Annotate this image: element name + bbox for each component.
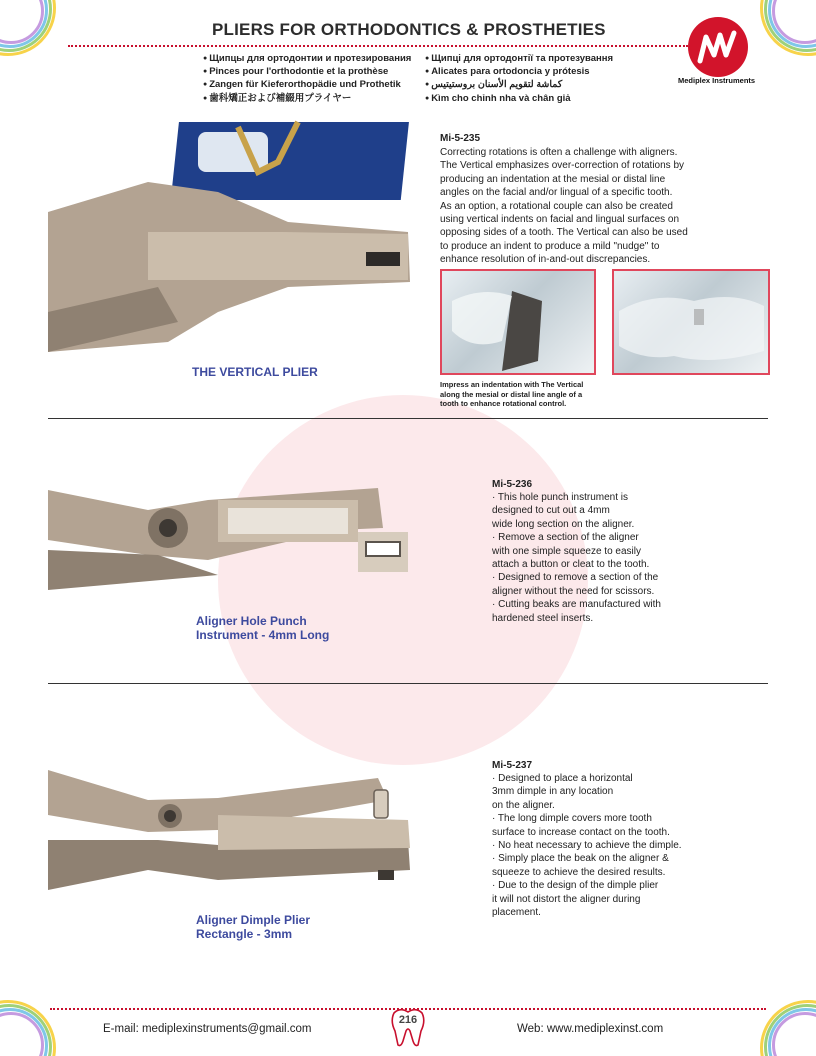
description-line: it will not distort the aligner during [492,893,641,905]
page-title: PLIERS FOR ORTHODONTICS & PROSTHETIES [212,20,606,39]
brand-logo-icon [688,17,748,77]
title-divider [68,45,688,47]
rainbow-corner-top-left [0,0,70,70]
description-line: · The long dimple covers more tooth [492,813,652,825]
product-name-line: Instrument - 4mm Long [196,628,330,642]
caption-line: tooth to enhance rotational control. [440,399,567,408]
product-code: Mi-5-236 [492,479,533,490]
description-line: designed to cut out a 4mm [492,505,610,517]
aligner-photo-right [612,269,770,375]
description-line: on the aligner. [492,799,555,811]
description-line: wide long section on the aligner. [492,518,635,530]
hole-punch-plier-image [48,480,418,600]
dimple-plier-image [48,760,418,900]
description-line: · This hole punch instrument is [492,492,628,503]
section-divider [48,683,768,684]
product-name [196,614,329,642]
product-name-line: Aligner Dimple Plier [196,913,311,927]
rainbow-corner-bottom-left [0,986,70,1056]
product-name-line: Aligner Hole Punch [196,614,307,628]
caption-line: Impress an indentation with The Vertical [440,380,584,389]
description-line: · Cutting beaks are manufactured with [492,599,661,611]
language-line: ● Щипці для ортодонтії та протезування [425,52,613,65]
description-line: using vertical indents on facial and lingual surfaces on [440,214,680,226]
product-description [492,772,682,919]
description-line: hardened steel inserts. [492,612,594,624]
description-line: producing an indentation at the mesial or distal line [440,173,666,185]
description-line: enhance resolution of in-and-out discrepancies. [440,254,651,266]
description-line: angles on the facial and/or lingual of a specific tooth. [440,187,673,199]
description-line: · Due to the design of the dimple plier [492,880,659,892]
language-line: ● 歯科矯正および補綴用プライヤー [203,92,411,105]
languages-right [425,52,613,105]
description-line: squeeze to achieve the desired results. [492,866,666,878]
description-line: to produce an indent to produce a mild "nudge" to [440,240,660,252]
product-code: Mi-5-235 [440,133,481,144]
description-line: · Designed to remove a section of the [492,572,659,584]
language-line: ● Kìm cho chỉnh nha và chân giả [425,92,613,105]
language-line: ● Alicates para ortodoncia y prótesis [425,65,613,78]
photo-caption [440,380,583,409]
rainbow-corner-top-right [746,0,816,70]
caption-line: along the mesial or distal line angle of a [440,389,583,399]
language-line: ● Щипцы для ортодонтии и протезирования [203,52,411,65]
description-line: · Simply place the beak on the aligner & [492,853,669,865]
footer-web: Web: www.mediplexinst.com [517,1023,664,1035]
description-line: Correcting rotations is often a challenge with aligners. [440,147,678,158]
description-line: The Vertical emphasizes over-correction of rotations by [440,160,684,172]
rainbow-corner-bottom-right [746,986,816,1056]
description-line: with one simple squeeze to easily [492,545,641,557]
footer-email: E-mail: mediplexinstruments@gmail.com [103,1023,312,1035]
language-line: ● Zangen für Kieferorthopädie und Prothetik [203,78,411,91]
languages-left [203,52,411,105]
description-line: · No heat necessary to achieve the dimple. [492,840,682,852]
section-divider [48,418,768,419]
description-line: · Designed to place a horizontal [492,773,633,784]
product-code: Mi-5-237 [492,760,533,771]
product-name-line: Rectangle - 3mm [196,927,293,941]
description-line: surface to increase contact on the tooth. [492,826,670,838]
description-line: attach a button or cleat to the tooth. [492,559,650,571]
aligner-photo-left [440,269,596,375]
vertical-plier-image [48,112,418,362]
description-line: opposing sides of a tooth. The Vertical can also be used [440,227,688,239]
product-description [440,146,688,267]
page-number: 216 [398,1014,418,1026]
description-line: 3mm dimple in any location [492,786,614,798]
description-line: aligner without the need for scissors. [492,585,655,597]
product-description [492,491,661,625]
language-line: ● Pinces pour l'orthodontie et la prothèse [203,65,411,78]
product-name [196,913,310,941]
description-line: As an option, a rotational couple can also be created [440,200,673,212]
product-name: THE VERTICAL PLIER [192,365,318,379]
brand-name: Mediplex Instruments [678,76,756,85]
description-line: · Remove a section of the aligner [492,532,639,544]
description-line: placement. [492,907,541,919]
language-line: ● كماشة لتقويم الأسنان بروستيتيس [425,78,613,91]
tooth-icon [390,1007,426,1047]
